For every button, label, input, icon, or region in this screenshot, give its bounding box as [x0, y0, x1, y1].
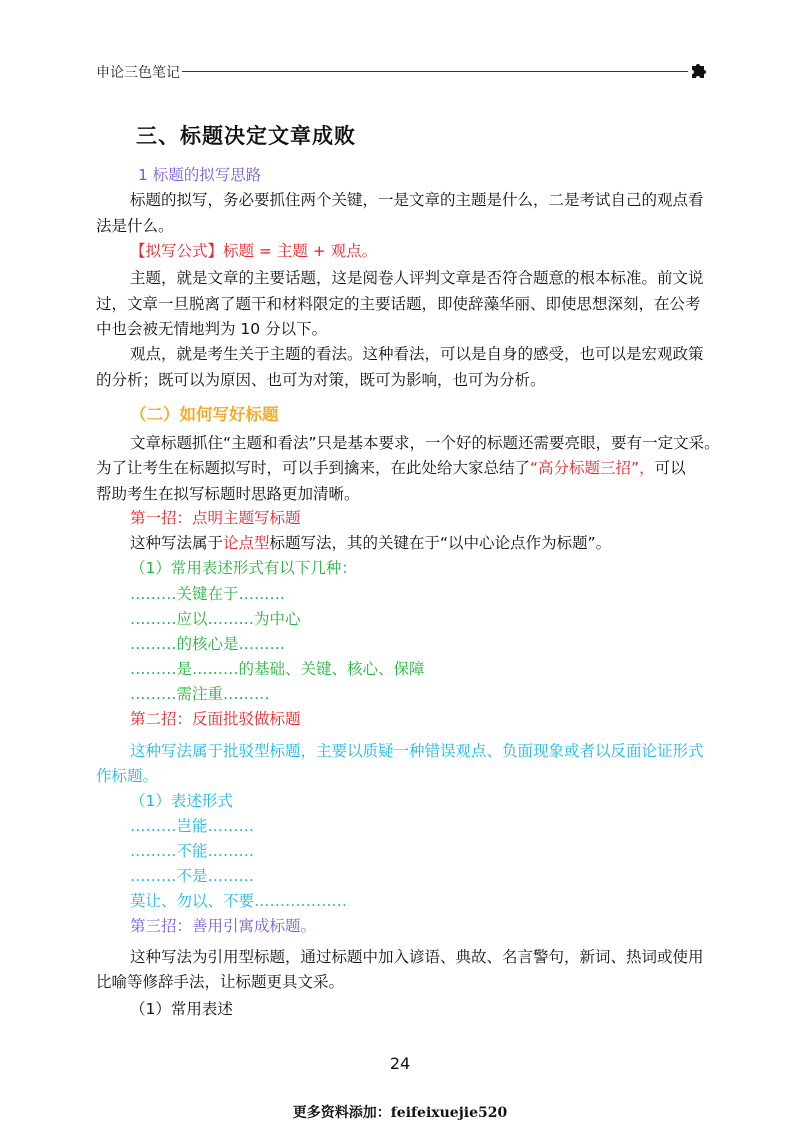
move-2-description-line-2: 作标题。 — [96, 767, 159, 785]
paragraph-2-line-2: 过，文章一旦脱离了题干和材料限定的主要话题，即使辞藻华丽、即使思想深刻，在公考 — [96, 295, 701, 313]
header-title: 申论三色笔记 — [96, 65, 180, 81]
move-3-forms-label: （1）常用表述 — [130, 1000, 233, 1018]
move-1-desc-highlight: 论点型 — [223, 534, 270, 552]
move-3-description-line-2: 比喻等修辞手法，让标题更具文采。 — [96, 973, 345, 991]
three-moves-highlight: “高分标题三招”， — [530, 459, 655, 477]
paragraph-4-tail: 可以 — [654, 459, 686, 477]
header-divider — [182, 71, 688, 72]
paragraph-2-line-1: 主题，就是文章的主要话题，这是阅卷人评判文章是否符合题意的根本标准。前文说 — [130, 269, 704, 287]
formula: 【拟写公式】标题 = 主题 + 观点。 — [130, 242, 378, 260]
paragraph-4-text: 为了让考生在标题拟写时，可以手到擒来，在此处给大家总结了 — [96, 459, 531, 477]
move-1-desc-post: 标题写法，其的关键在于“以中心论点作为标题”。 — [269, 534, 612, 552]
move-2-form: ………岂能……… — [130, 817, 255, 835]
move-1-forms-label: （1）常用表述形式有以下几种： — [130, 559, 357, 577]
paragraph-1-line-1: 标题的拟写，务必要抓住两个关键，一是文章的主题是什么，二是考试自己的观点看 — [130, 191, 704, 209]
paragraph-4-line-2 — [96, 458, 686, 478]
move-1-form: ………需注重……… — [130, 685, 270, 703]
move-2-extra-forms: 莫让、勿以、不要……………… — [130, 892, 348, 910]
move-2-form: ………不能……… — [130, 842, 255, 860]
section-title: 三、标题决定文章成败 — [136, 124, 356, 148]
move-2-form: ………不是……… — [130, 867, 255, 885]
move-1-desc-pre: 这种写法属于 — [130, 534, 224, 552]
move-3-description-line-1: 这种写法为引用型标题，通过标题中加入谚语、典故、名言警句，新词、热词或使用 — [130, 948, 704, 966]
move-1-form: ………的核心是……… — [130, 635, 286, 653]
move-2-forms-label: （1）表述形式 — [130, 792, 233, 810]
move-1-form: ………是………的基础、关键、核心、保障 — [130, 660, 425, 678]
footer-note: 更多资料添加：feifeixuejie520 — [292, 1105, 508, 1121]
move-3-title: 第三招：善用引寓成标题。 — [130, 917, 317, 935]
move-2-description-line-1: 这种写法属于批驳型标题，主要以质疑一种错误观点、负面现象或者以反面论证形式 — [130, 742, 704, 760]
move-1-title: 第一招：点明主题写标题 — [130, 509, 301, 527]
paragraph-4-line-1: 文章标题抓住“主题和看法”只是基本要求，一个好的标题还需要亮眼，要有一定文采。 — [130, 434, 720, 452]
move-1-description — [130, 533, 611, 553]
paragraph-1-line-2: 法是什么。 — [96, 217, 174, 235]
paragraph-4-line-3: 帮助考生在拟写标题时思路更加清晰。 — [96, 485, 360, 503]
move-2-title: 第二招：反面批驳做标题 — [130, 710, 301, 728]
paragraph-3-line-1: 观点，就是考生关于主题的看法。这种看法，可以是自身的感受，也可以是宏观政策 — [130, 345, 704, 363]
move-1-form: ………关键在于……… — [130, 585, 286, 603]
paragraph-3-line-2: 的分析；既可以为原因、也可为对策，既可为影响，也可为分析。 — [96, 371, 546, 389]
paragraph-2-line-3: 中也会被无情地判为 10 分以下。 — [96, 320, 328, 338]
page-number: 24 — [389, 1054, 411, 1073]
subheading-1: 1 标题的拟写思路 — [138, 166, 262, 184]
subheading-2: （二）如何写好标题 — [130, 405, 279, 424]
puzzle-piece-icon — [688, 60, 708, 80]
move-1-form: ………应以………为中心 — [130, 610, 301, 628]
